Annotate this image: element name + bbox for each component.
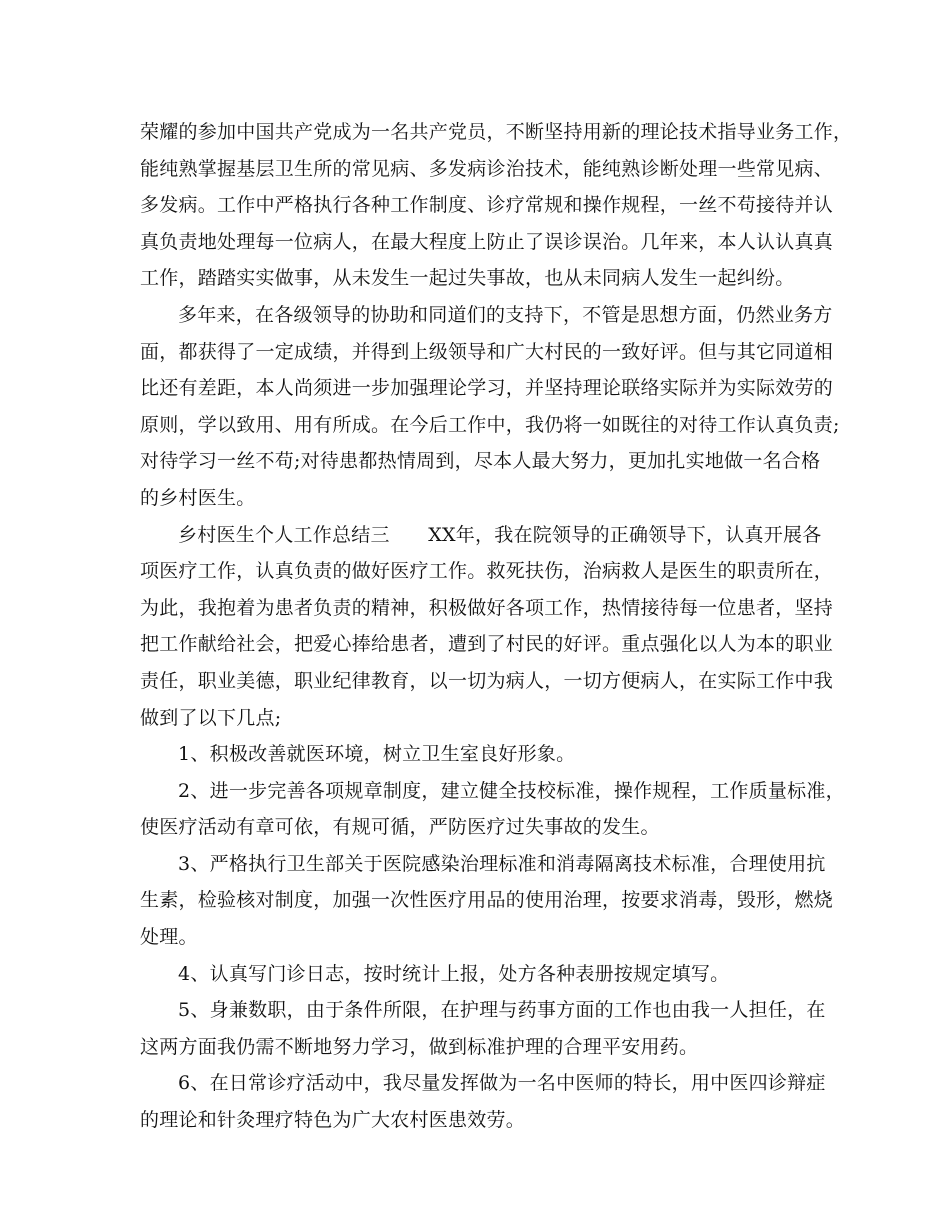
text-line: 多发病。工作中严格执行各种工作制度、诊疗常规和操作规程，一丝不苟接待并认 [140, 194, 834, 217]
text-line: 为此，我抱着为患者负责的精神，积极做好各项工作，热情接待每一位患者，坚持 [140, 596, 834, 619]
text-line: 做到了以下几点; [140, 706, 282, 729]
list-item-line: 4、认真写门诊日志，按时统计上报，处方各种表册按规定填写。 [178, 962, 730, 985]
text-line: 荣耀的参加中国共产党成为一名共产党员，不断坚持用新的理论技术指导业务工作， [140, 121, 853, 143]
text-line: 的乡村医生。 [140, 486, 256, 509]
text-line: 的理论和针灸理疗特色为广大农村医患效劳。 [140, 1109, 526, 1132]
list-item-line: 6、在日常诊疗活动中，我尽量发挥做为一名中医师的特长，用中医四诊辩症 [178, 1072, 826, 1095]
text-line: 比还有差距，本人尚须进一步加强理论学习，并坚持理论联络实际并为实际效劳的 [140, 377, 834, 400]
list-item-line: 1、积极改善就医环境，树立卫生室良好形象。 [178, 743, 576, 766]
text-line: 真负责地处理每一位病人，在最大程度上防止了误诊误治。几年来，本人认认真真 [140, 230, 834, 253]
text-line: 面，都获得了一定成绩，并得到上级领导和广大村民的一致好评。但与其它同道相 [140, 340, 834, 363]
list-item-line: 3、严格执行卫生部关于医院感染治理标准和消毒隔离技术标准，合理使用抗 [178, 852, 826, 875]
text-line: 处理。 [140, 926, 198, 949]
text-line: 项医疗工作，认真负责的做好医疗工作。救死扶伤，治病救人是医生的职责所在， [140, 560, 834, 583]
list-item-line: 2、进一步完善各项规章制度，建立健全技校标准，操作规程，工作质量标准， [178, 779, 845, 802]
text-line: 能纯熟掌握基层卫生所的常见病、多发病诊治技术，能纯熟诊断处理一些常见病、 [140, 157, 834, 180]
text-line: 原则，学以致用、用有所成。在今后工作中，我仍将一如既往的对待工作认真负责; [140, 413, 840, 436]
text-line: 把工作献给社会，把爱心捧给患者，遭到了村民的好评。重点强化以人为本的职业 [140, 633, 834, 656]
text-line: 责任，职业美德，职业纪律教育，以一切为病人，一切方便病人，在实际工作中我 [140, 669, 834, 692]
text-line: 使医疗活动有章可依，有规可循，严防医疗过失事故的发生。 [140, 816, 660, 839]
section-heading-line: 乡村医生个人工作总结三 XX年，我在院领导的正确领导下，认真开展各 [178, 523, 822, 546]
document-body [140, 114, 853, 1139]
text-line: 工作，踏踏实实做事，从未发生一起过失事故，也从未同病人发生一起纠纷。 [140, 267, 795, 290]
text-line: 生素，检验核对制度，加强一次性医疗用品的使用治理，按要求消毒，毁形，燃烧 [140, 889, 834, 912]
text-line: 对待学习一丝不苟;对待患都热情周到，尽本人最大努力，更加扎实地做一名合格 [140, 450, 821, 473]
text-line: 多年来，在各级领导的协助和同道们的支持下，不管是思想方面，仍然业务方 [178, 303, 833, 326]
list-item-line: 5、身兼数职，由于条件所限，在护理与药事方面的工作也由我一人担任，在 [178, 999, 826, 1022]
text-line: 这两方面我仍需不断地努力学习，做到标准护理的合理平安用药。 [140, 1035, 699, 1058]
